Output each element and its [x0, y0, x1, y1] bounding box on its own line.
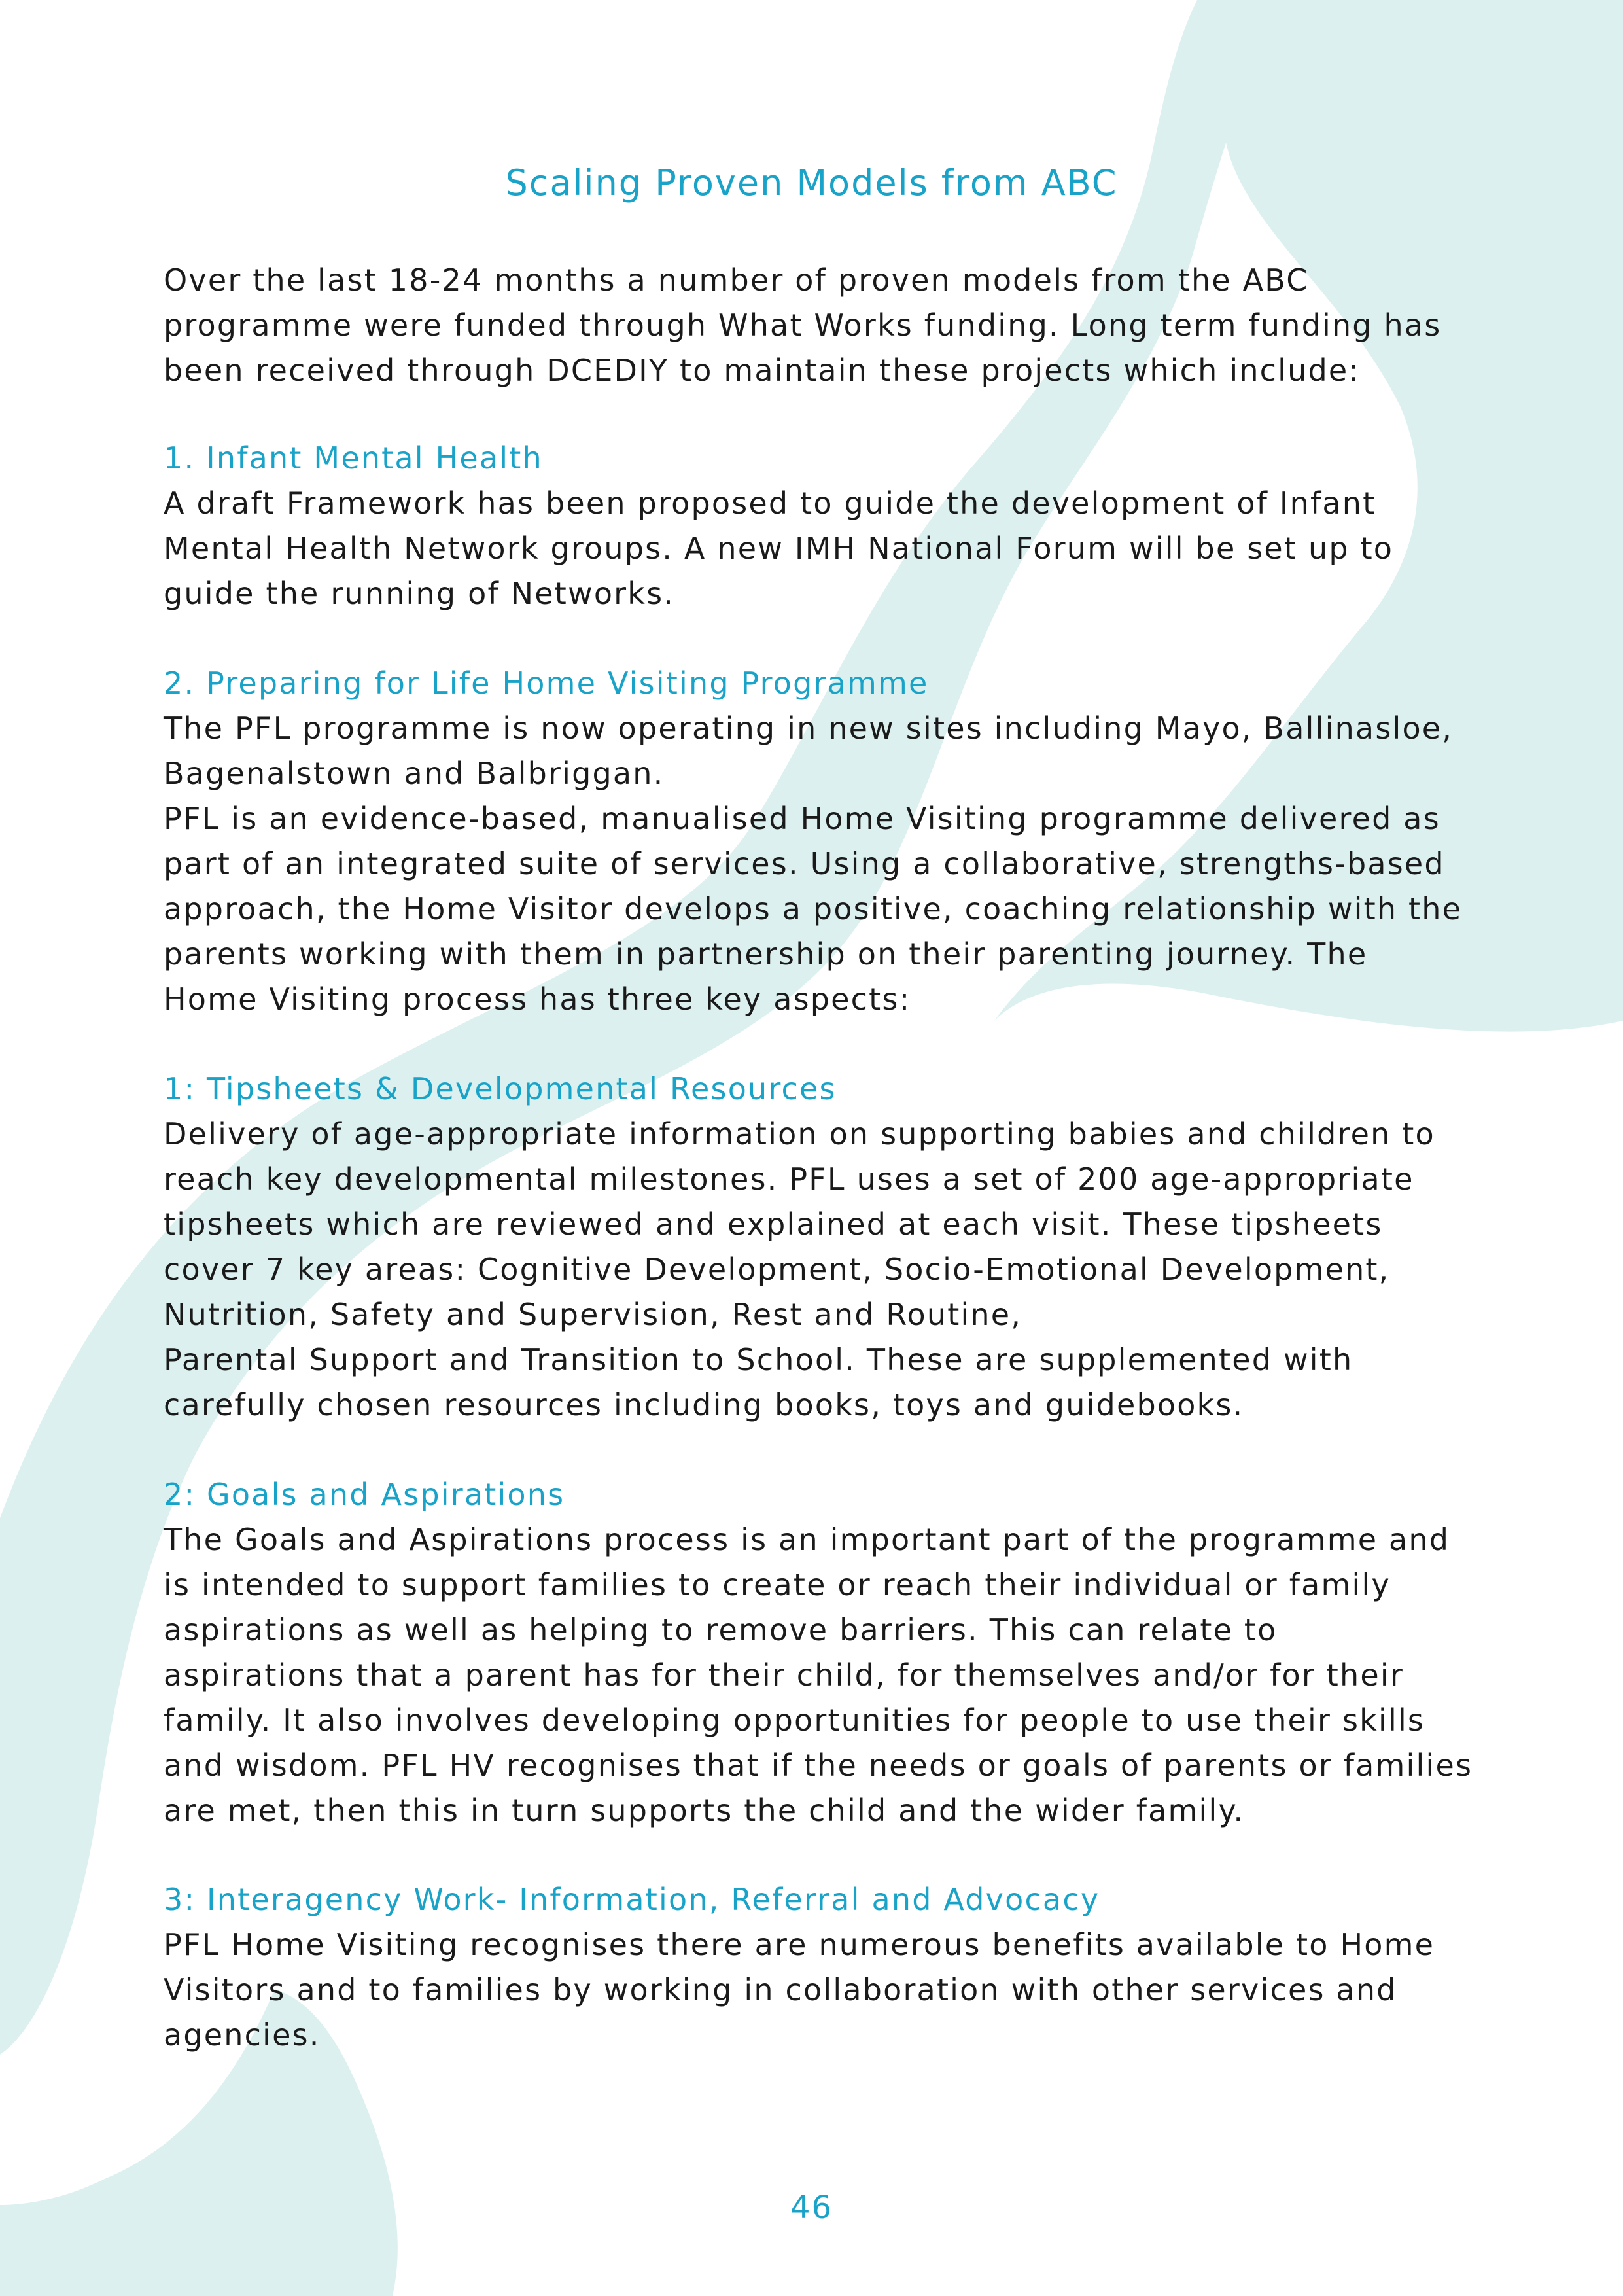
page-title: Scaling Proven Models from ABC — [505, 162, 1118, 203]
section-body-interagency-work: PFL Home Visiting recognises there are numerous benefits available to Home Visitors and to families by working in collaboration with other services and agencies. — [164, 1927, 1435, 2053]
section-body-tipsheets: Delivery of age-appropriate information on supporting babies and children to reach key developmental milestones. PFL uses a set of 200 age-appropriate tipsheets which are reviewed and explained at each visit. These tipsheets cover 7 key areas: Cognitive Development, Socio-Emotional Development, Nutrition, Safety and Supervision, Rest and Routine, Parental Support and Transition to School. These are supplemented with carefully chosen resources including books, toys and guidebooks. — [164, 1116, 1435, 1422]
section-body-preparing-for-life: The PFL programme is now operating in new sites including Mayo, Ballinasloe, Bagenalstown and Balbriggan. PFL is an evidence-based, manualised Home Visiting programme delivered as part of an integrated suite of services. Using a collaborative, strengths-based approach, the Home Visitor develops a positive, coaching relationship with the parents working with them in partnership on their parenting journey. The Home Visiting process has three key aspects: — [164, 711, 1463, 1017]
section-heading-preparing-for-life: 2. Preparing for Life Home Visiting Programme — [164, 665, 929, 701]
section-heading-infant-mental-health: 1. Infant Mental Health — [164, 440, 543, 476]
intro-paragraph: Over the last 18-24 months a number of proven models from the ABC programme were funded through What Works funding. Long term funding has been received through DCEDIY to maintain these projects which include: — [164, 262, 1442, 388]
section-body-goals-aspirations: The Goals and Aspirations process is an important part of the programme and is intended to support families to create or reach their individual or family aspirations as well as helping to remove barriers. This can relate to aspirations that a parent has for their child, for themselves and/or for their family. It also involves developing opportunities for people to use their skills and wisdom. PFL HV recognises that if the needs or goals of parents or families are met, then this in turn supports the child and the wider family. — [164, 1522, 1473, 1828]
section-heading-tipsheets: 1: Tipsheets & Developmental Resources — [164, 1071, 837, 1106]
section-heading-interagency-work: 3: Interagency Work- Information, Referral and Advocacy — [164, 1882, 1100, 1917]
page-number: 46 — [790, 2189, 833, 2226]
section-heading-goals-aspirations: 2: Goals and Aspirations — [164, 1477, 565, 1512]
section-body-infant-mental-health: A draft Framework has been proposed to guide the development of Infant Mental Health Network groups. A new IMH National Forum will be set up to guide the running of Networks. — [164, 486, 1394, 611]
